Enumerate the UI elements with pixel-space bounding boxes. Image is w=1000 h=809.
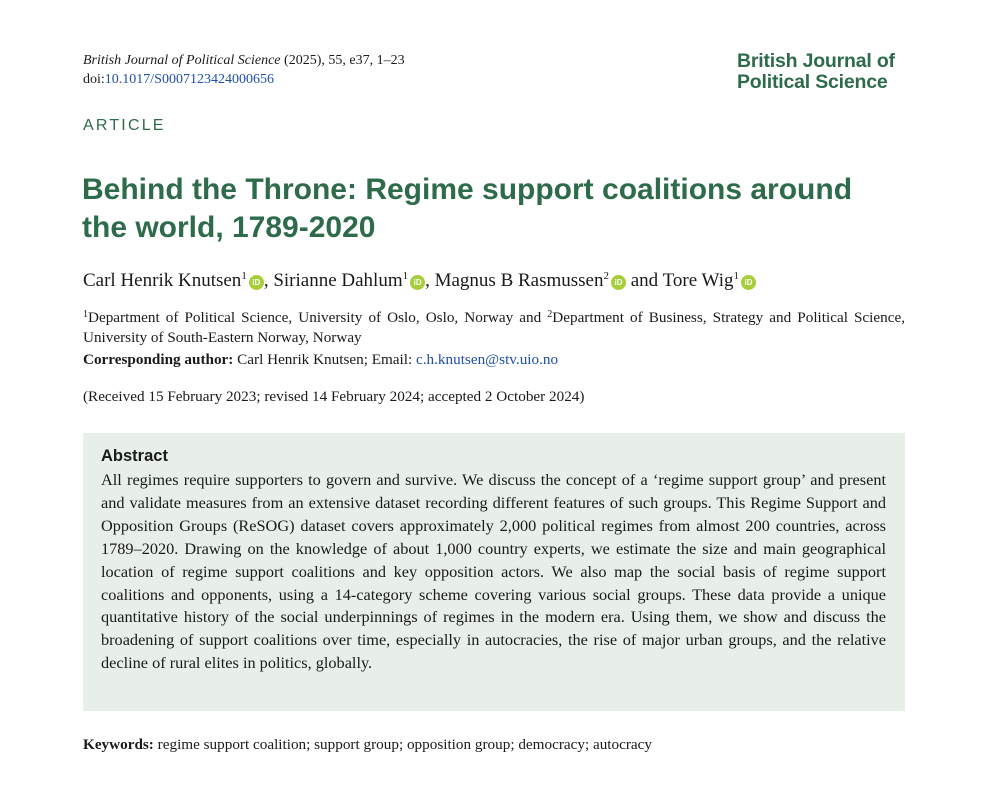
journal-logo: [737, 51, 895, 93]
journal-logo-line2: Political Science: [737, 71, 888, 93]
orcid-icon[interactable]: iD: [741, 275, 756, 290]
abstract-heading: Abstract: [101, 447, 168, 465]
author-separator: and: [626, 270, 663, 291]
orcid-icon[interactable]: iD: [249, 275, 264, 290]
keywords: [83, 735, 652, 755]
doi-link[interactable]: 10.1017/S0007123424000656: [104, 72, 274, 87]
author-affiliation-marker: 1: [402, 270, 409, 282]
citation-line: [83, 51, 405, 70]
affiliations: [83, 308, 905, 348]
author-name: Carl Henrik Knutsen: [83, 270, 242, 291]
keywords-text: regime support coalition; support group; opposition group; democracy; autocracy: [153, 736, 652, 753]
author-affiliation-marker: 2: [603, 270, 609, 282]
corresponding-text: Carl Henrik Knutsen; Email:: [233, 351, 416, 368]
received-dates: (Received 15 February 2023; revised 14 February 2024; accepted 2 October 2024): [83, 388, 585, 405]
journal-name: British Journal of Political Science: [83, 53, 281, 68]
orcid-icon[interactable]: iD: [611, 275, 626, 290]
affiliation-text: Department of Political Science, University of Oslo, Oslo, Norway and: [88, 309, 548, 326]
author-name: Tore Wig: [662, 270, 734, 291]
author-separator: ,: [425, 270, 435, 291]
affiliation-text: Department of Business, Strategy and Political Science, University of South-Eastern Norway, Norway: [83, 309, 906, 346]
orcid-icon[interactable]: iD: [410, 275, 425, 290]
author-list: [83, 268, 756, 294]
author-affiliation-marker: 1: [241, 270, 247, 282]
abstract-box: [83, 433, 905, 711]
email-link[interactable]: c.h.knutsen@stv.uio.no: [416, 351, 559, 368]
paper-title: Behind the Throne: Regime support coalitions around the world, 1789-2020: [82, 173, 853, 244]
affiliation-marker: 2: [547, 309, 553, 320]
author-name: Sirianne Dahlum: [273, 270, 403, 291]
doi-label: doi:: [83, 72, 105, 87]
affiliation-marker: 1: [83, 309, 88, 320]
keywords-label: Keywords:: [83, 736, 154, 753]
doi-line: [83, 70, 405, 89]
author-separator: ,: [263, 270, 274, 291]
abstract-text: All regimes require supporters to govern and survive. We discuss the concept of a ‘regime support group’ and present and validate measures from an extensive dataset recording different features of such groups. This Regime Support and Opposition Groups (ReSOG) dataset covers approximately 2,000 political regimes from almost 200 countries, across 1789–2020. Drawing on the knowledge of about 1,000 country experts, we estimate the size and main geographical location of regime support coalitions and key opposition actors. We also map the social basis of regime support coalitions and opponents, using a 14-category scheme covering various social groups. These data provide a unique quantitative history of the social underpinnings of regimes in the modern era. Using them, we show and discuss the broadening of support coalitions over time, especially in autocracies, the rise of major urban groups, and the relative decline of rural elites in politics, globally.: [101, 470, 886, 673]
author-affiliation-marker: 1: [733, 270, 739, 282]
journal-logo-line1: British Journal of: [737, 50, 895, 72]
citation-details: (2025), 55, e37, 1–23: [280, 53, 405, 68]
journal-reference: [83, 51, 405, 89]
corresponding-label: Corresponding author:: [83, 351, 234, 368]
article-type: ARTICLE: [83, 117, 166, 134]
corresponding-author: [83, 350, 558, 370]
author-name: Magnus B Rasmussen: [434, 270, 604, 291]
